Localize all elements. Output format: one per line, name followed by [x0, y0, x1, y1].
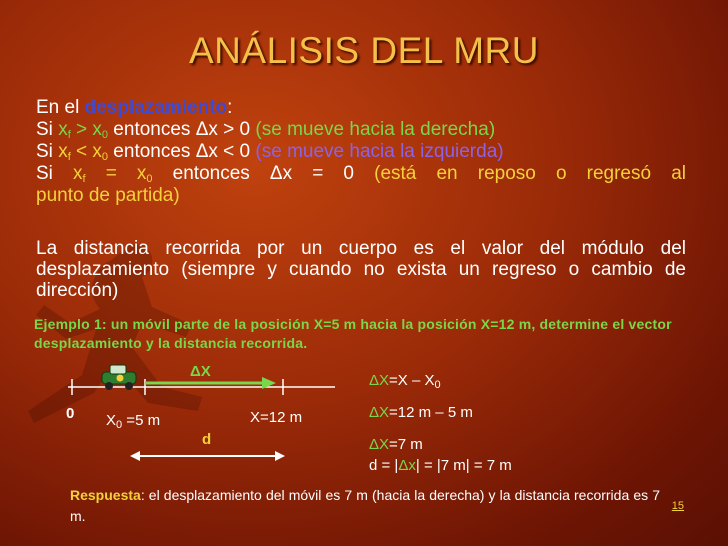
- rule-si: Si: [36, 119, 59, 140]
- distance-paragraph: La distancia recorrida por un cuerpo es el valor del módulo del desplazamiento (siempre y cuando no exista un regreso o cambio de dirección): [36, 238, 686, 301]
- distance-arrowhead-left: [130, 451, 140, 461]
- rule-lhs: $x_f < x_0$: [58, 141, 109, 163]
- page-number: 15: [671, 500, 684, 512]
- rule-si: Si: [36, 163, 74, 184]
- intro-suffix: :: [227, 97, 233, 118]
- rule-then: entonces Δx > 0: [108, 119, 256, 140]
- distance-arrowhead-right: [275, 451, 285, 461]
- rule-si: Si: [36, 141, 59, 162]
- keyword-desplazamiento: desplazamiento: [84, 97, 228, 118]
- answer-body: : el desplazamiento del móvil es 7 m (hacia la derecha) y la distancia recorrida es 7 m.: [70, 487, 660, 524]
- distance-label: d: [202, 431, 212, 448]
- rule-then: entonces Δx < 0: [108, 141, 256, 162]
- equation-4: d = |Δx| = |7 m| = 7 m: [369, 457, 512, 474]
- x0-label: $X_0 =5$ m: [106, 412, 161, 431]
- answer-text: [70, 485, 660, 527]
- rule-note: (se mueve hacia la derecha): [255, 119, 496, 140]
- example-statement: Ejemplo 1: un móvil parte de la posición X=5 m hacia la posición X=12 m, determine el vector desplazamiento y la distancia recorrida.: [34, 316, 672, 351]
- rule-then: entonces Δx = 0: [152, 163, 375, 184]
- rule-note: (está en reposo o regresó al: [374, 163, 686, 184]
- delta-x-label: ΔX: [190, 363, 211, 380]
- equation-3: ΔX=7 m: [369, 436, 423, 453]
- x12-label: X=12 m: [250, 409, 303, 426]
- intro-prefix: En el: [36, 97, 85, 118]
- equation-1: $\Delta X=X - X_0$: [369, 372, 441, 391]
- answer-label: Respuesta: [70, 487, 141, 503]
- equation-2: ΔX=12 m – 5 m: [369, 404, 473, 421]
- slide-title: ANÁLISIS DEL MRU: [189, 30, 539, 71]
- rule-note-cont: punto de partida): [36, 185, 180, 206]
- zero-label: 0: [66, 405, 75, 422]
- rule-lhs: $x_f = x_0$: [73, 163, 153, 185]
- rule-note: (se mueve hacia la izquierda): [255, 141, 504, 162]
- rule-lhs: $x_f > x_0$: [58, 119, 109, 141]
